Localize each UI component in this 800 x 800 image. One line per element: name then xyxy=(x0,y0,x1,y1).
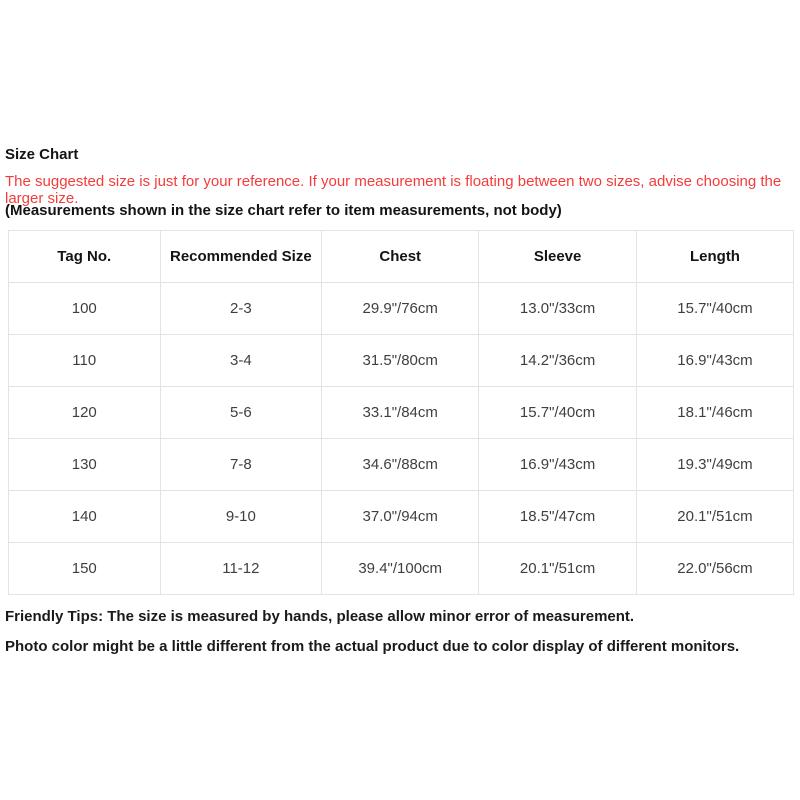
table-cell: 16.9"/43cm xyxy=(479,439,637,491)
table-cell: 16.9"/43cm xyxy=(636,335,793,387)
table-row xyxy=(9,387,794,439)
table-cell: 39.4"/100cm xyxy=(322,543,479,595)
table-cell: 31.5"/80cm xyxy=(322,335,479,387)
table-cell: 110 xyxy=(9,335,161,387)
page-title: Size Chart xyxy=(5,146,79,163)
measurement-note: (Measurements shown in the size chart refer to item measurements, not body) xyxy=(5,202,562,219)
table-cell: 29.9"/76cm xyxy=(322,283,479,335)
table-cell: 13.0"/33cm xyxy=(479,283,637,335)
table-row xyxy=(9,335,794,387)
table-cell: 37.0"/94cm xyxy=(322,491,479,543)
table-cell: 120 xyxy=(9,387,161,439)
table-cell: 22.0"/56cm xyxy=(636,543,793,595)
table-cell: 11-12 xyxy=(160,543,322,595)
size-chart-table xyxy=(8,230,794,595)
table-cell: 3-4 xyxy=(160,335,322,387)
size-suggestion-warning: The suggested size is just for your reference. If your measurement is floating between two sizes, advise choosing the larger size. xyxy=(5,173,782,207)
table-row xyxy=(9,491,794,543)
table-cell: 18.1"/46cm xyxy=(636,387,793,439)
table-row xyxy=(9,283,794,335)
table-cell: 20.1"/51cm xyxy=(479,543,637,595)
table-cell: 150 xyxy=(9,543,161,595)
table-cell: 33.1"/84cm xyxy=(322,387,479,439)
table-cell: 130 xyxy=(9,439,161,491)
photo-color-disclaimer: Photo color might be a little different from the actual product due to color display of different monitors. xyxy=(5,638,740,655)
table-cell: 5-6 xyxy=(160,387,322,439)
column-header: Length xyxy=(636,231,793,283)
table-row xyxy=(9,543,794,595)
table-cell: 15.7"/40cm xyxy=(636,283,793,335)
table-cell: 19.3"/49cm xyxy=(636,439,793,491)
column-header: Sleeve xyxy=(479,231,637,283)
table-row xyxy=(9,439,794,491)
column-header: Chest xyxy=(322,231,479,283)
table-cell: 14.2"/36cm xyxy=(479,335,637,387)
table-header-row xyxy=(9,231,794,283)
column-header: Recommended Size xyxy=(160,231,322,283)
table-cell: 140 xyxy=(9,491,161,543)
table-cell: 15.7"/40cm xyxy=(479,387,637,439)
table-cell: 20.1"/51cm xyxy=(636,491,793,543)
column-header: Tag No. xyxy=(9,231,161,283)
table-cell: 2-3 xyxy=(160,283,322,335)
friendly-tips-line: Friendly Tips: The size is measured by hands, please allow minor error of measurement. xyxy=(5,608,635,625)
table-cell: 100 xyxy=(9,283,161,335)
table-cell: 7-8 xyxy=(160,439,322,491)
table-cell: 9-10 xyxy=(160,491,322,543)
table-cell: 18.5"/47cm xyxy=(479,491,637,543)
table-cell: 34.6"/88cm xyxy=(322,439,479,491)
